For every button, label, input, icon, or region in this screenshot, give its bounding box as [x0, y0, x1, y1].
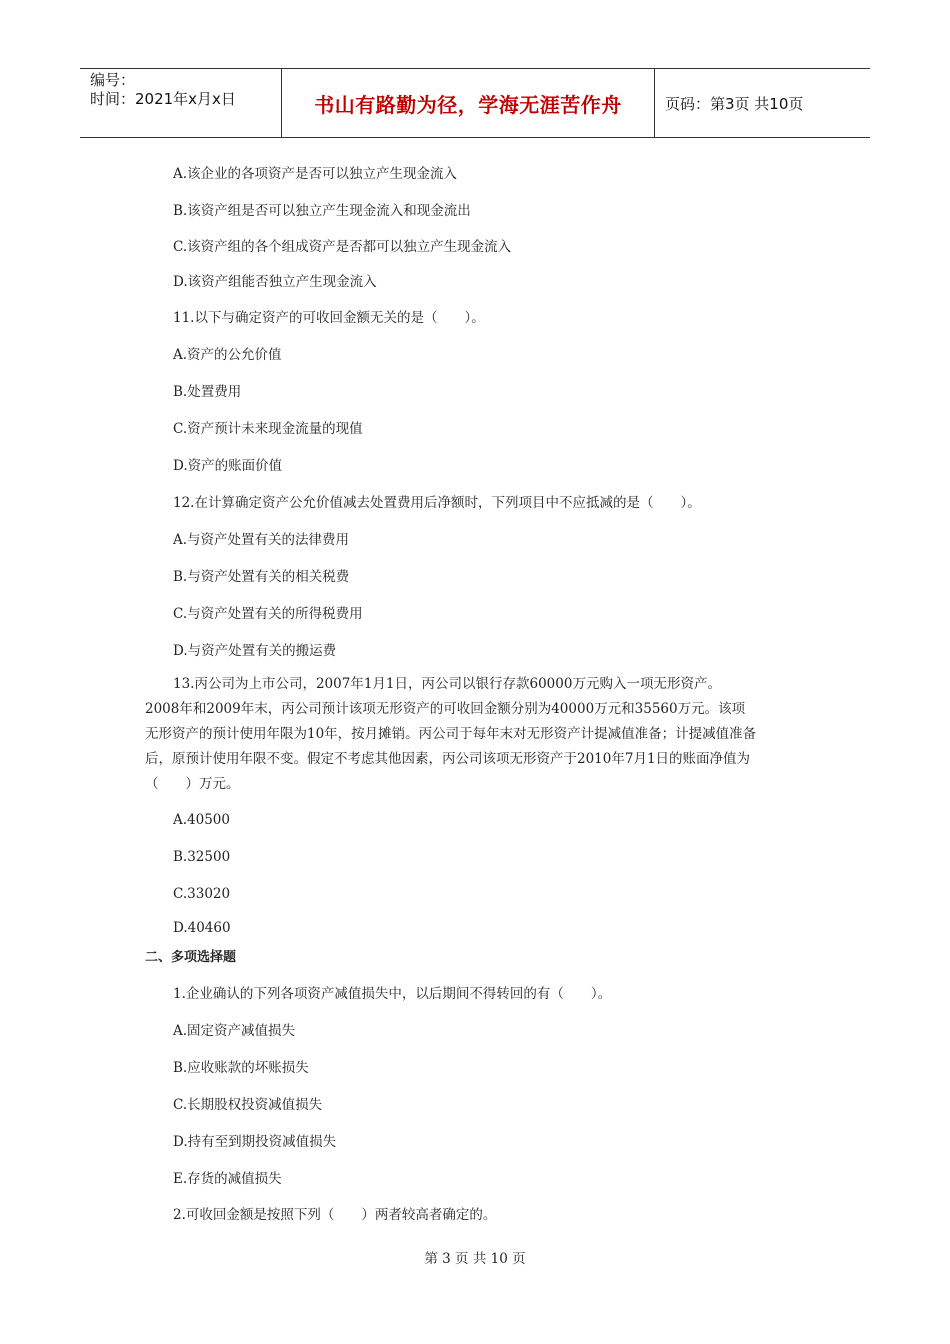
question-multi-2: 2.可收回金额是按照下列（ ）两者较高者确定的。: [173, 1207, 497, 1223]
header-meta: [80, 69, 281, 137]
question-12: 12.在计算确定资产公允价值减去处置费用后净额时，下列项目中不应抵减的是（ ）。: [173, 495, 701, 511]
option-line: C.资产预计未来现金流量的现值: [173, 421, 363, 437]
option-line: A.资产的公允价值: [173, 347, 282, 363]
option-line: B.该资产组是否可以独立产生现金流入和现金流出: [173, 203, 471, 219]
page-header: [80, 68, 870, 138]
document-date: 时间：2021年x月x日: [90, 90, 236, 108]
question-13: [145, 672, 815, 797]
option-line: A.与资产处置有关的法律费用: [173, 532, 350, 548]
option-line: A.固定资产减值损失: [173, 1023, 296, 1039]
option-line: B.应收账款的坏账损失: [173, 1060, 309, 1076]
option-line: A.该企业的各项资产是否可以独立产生现金流入: [173, 166, 458, 182]
option-line: C.长期股权投资减值损失: [173, 1097, 323, 1113]
document-number-label: 编号：: [90, 71, 136, 89]
header-motto-cell: [281, 69, 655, 137]
question-11: 11.以下与确定资产的可收回金额无关的是（ ）。: [173, 310, 485, 326]
option-line: B.与资产处置有关的相关税费: [173, 569, 350, 585]
option-line: D.40460: [173, 920, 231, 936]
option-line: C.该资产组的各个组成资产是否都可以独立产生现金流入: [173, 239, 512, 255]
question-13-line: （ ）万元。: [145, 776, 240, 792]
question-multi-1: 1.企业确认的下列各项资产减值损失中，以后期间不得转回的有（ ）。: [173, 986, 612, 1002]
option-line: D.与资产处置有关的搬运费: [173, 643, 337, 659]
section-title: 二、多项选择题: [145, 950, 237, 965]
page-footer: 第 3 页 共 10 页: [424, 1251, 526, 1267]
option-line: D.持有至到期投资减值损失: [173, 1134, 337, 1150]
option-line: C.与资产处置有关的所得税费用: [173, 606, 363, 622]
question-13-line: 无形资产的预计使用年限为10年，按月摊销。丙公司于每年末对无形资产计提减值准备；计提减值准备: [145, 726, 757, 742]
option-line: A.40500: [173, 812, 230, 828]
question-13-line: 13.丙公司为上市公司，2007年1月1日，丙公司以银行存款60000万元购入一项无形资产。: [173, 676, 721, 692]
question-13-line: 后，原预计使用年限不变。假定不考虑其他因素，丙公司该项无形资产于2010年7月1日的账面净值为: [145, 751, 751, 767]
option-line: C.33020: [173, 886, 231, 902]
option-line: D.该资产组能否独立产生现金流入: [173, 274, 377, 290]
option-line: B.处置费用: [173, 384, 242, 400]
header-page-info: 页码：第3页 共10页: [665, 94, 804, 113]
option-line: D.资产的账面价值: [173, 458, 283, 474]
option-line: E.存货的减值损失: [173, 1171, 282, 1187]
option-line: B.32500: [173, 849, 231, 865]
header-motto: 书山有路勤为径，学海无涯苦作舟: [314, 92, 622, 117]
question-13-line: 2008年和2009年末，丙公司预计该项无形资产的可收回金额分别为40000万元和35560万元。该项: [145, 701, 746, 717]
